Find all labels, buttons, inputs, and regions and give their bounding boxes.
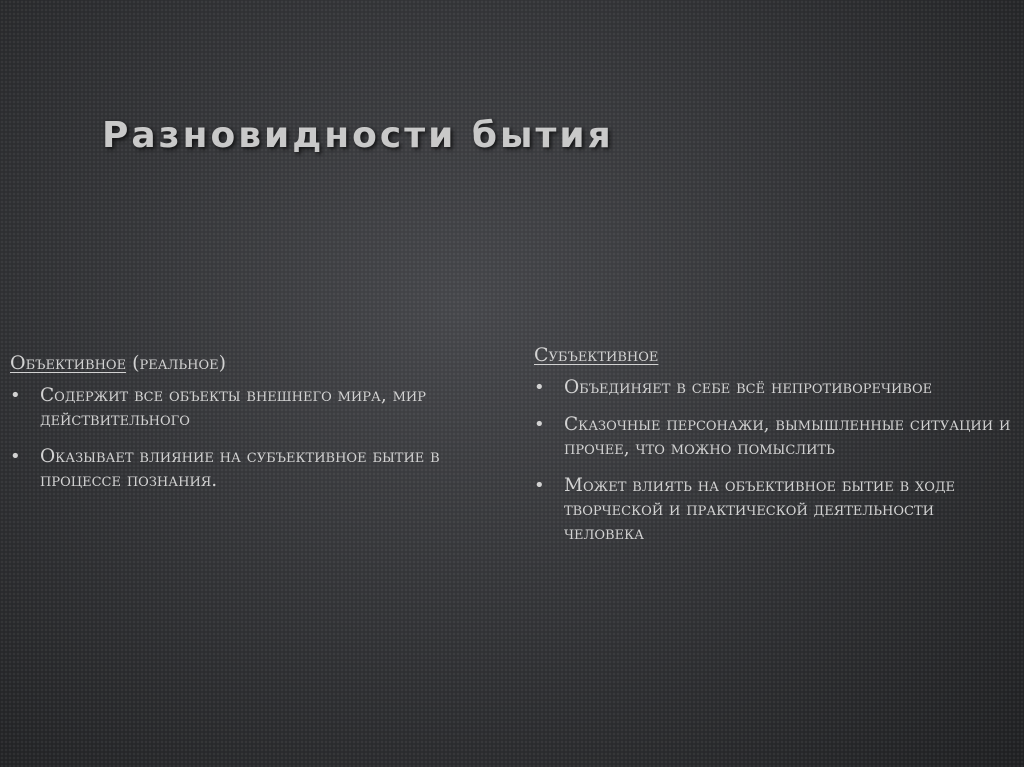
list-item-text: Сказочные персонажи, вымышленные ситуации и прочее, что можно помыслить: [564, 414, 1011, 459]
objective-bullet-list: [10, 384, 480, 493]
bullet-icon: •: [10, 385, 21, 406]
list-item: [534, 474, 1014, 546]
list-item-text: Оказывает влияние на субъективное бытие в процессе познания.: [40, 446, 440, 491]
slide-title: Разновидности бытия: [102, 115, 614, 156]
list-item-text: Может влиять на объективное бытие в ходе творческой и практической деятельности человека: [564, 475, 956, 544]
objective-column: [10, 348, 480, 506]
list-item-text: Содержит все объекты внешнего мира, мир действительного: [40, 385, 426, 430]
list-item: [534, 376, 1014, 400]
subjective-heading-label: Субъективное: [534, 344, 659, 366]
list-item: [10, 384, 480, 432]
objective-heading-note: (реальное): [132, 352, 227, 374]
bullet-icon: •: [534, 475, 545, 496]
subjective-column: [534, 340, 1014, 559]
subjective-heading: [534, 340, 1014, 370]
list-item: [10, 445, 480, 493]
bullet-icon: •: [534, 414, 545, 435]
objective-heading-label: Объективное: [10, 352, 127, 374]
bullet-icon: •: [10, 446, 21, 467]
objective-heading: [10, 348, 480, 378]
bullet-icon: •: [534, 377, 545, 398]
list-item-text: Объединяет в себе всё непротиворечивое: [564, 377, 933, 398]
list-item: [534, 413, 1014, 461]
subjective-bullet-list: [534, 376, 1014, 546]
